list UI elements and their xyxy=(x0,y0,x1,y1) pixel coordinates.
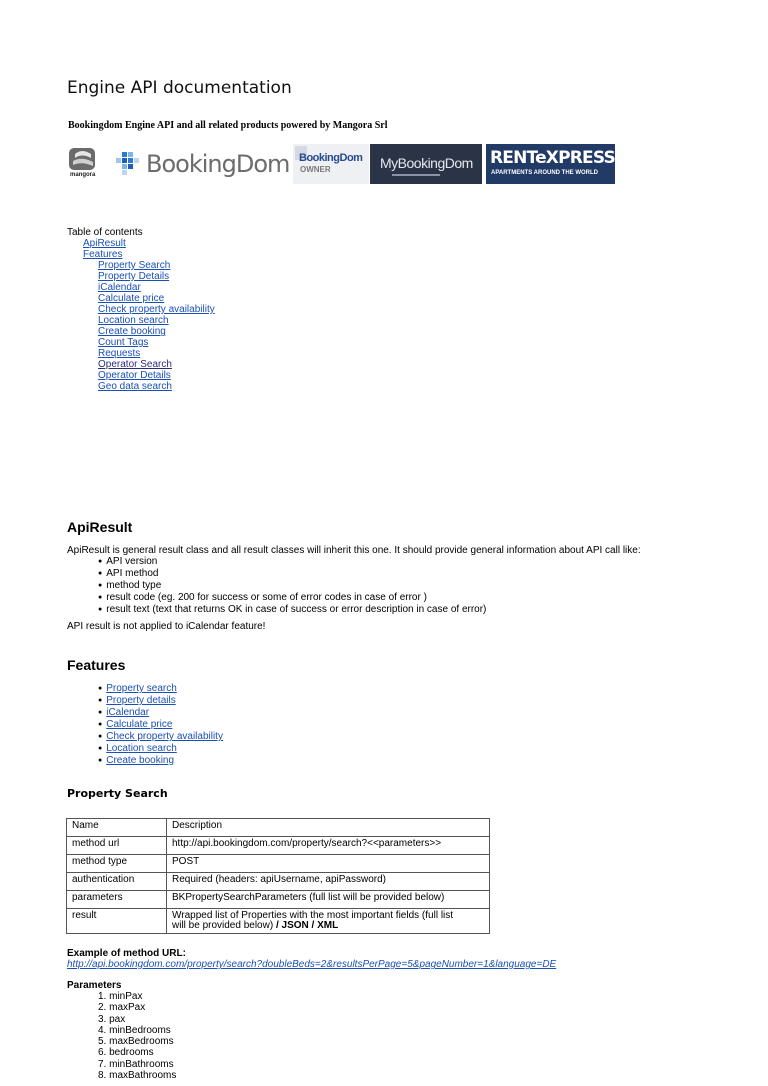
list-item xyxy=(98,731,223,743)
page-subtitle: Bookingdom Engine API and all related products powered by Mangora Srl xyxy=(68,120,388,131)
rentexpress-logo xyxy=(486,144,615,184)
list-item: 8. maxBathrooms xyxy=(98,1070,177,1082)
mangora-logo xyxy=(67,144,97,184)
apiresult-heading: ApiResult xyxy=(67,519,133,535)
list-item: ● result code (eg. 200 for success or some of error codes in case of error ) xyxy=(98,592,486,604)
toc-link-icalendar[interactable]: iCalendar xyxy=(98,282,141,293)
toc-link-check-availability[interactable]: Check property availability xyxy=(98,304,215,315)
bookingdom-dots-icon xyxy=(114,144,142,184)
rentexpress-tagline: APARTMENTS AROUND THE WORLD xyxy=(491,170,598,176)
feature-link-location-search[interactable]: Location search xyxy=(106,743,177,754)
list-item: 6. bedrooms xyxy=(98,1047,154,1059)
list-item xyxy=(98,695,223,707)
toc-heading: Table of contents xyxy=(67,227,143,238)
toc-link-apiresult[interactable]: ApiResult xyxy=(83,238,126,249)
list-item: ● API version xyxy=(98,556,486,568)
feature-link-create-booking[interactable]: Create booking xyxy=(106,755,175,766)
parameters-label: Parameters xyxy=(67,980,122,991)
list-item: ● method type xyxy=(98,580,486,592)
apiresult-intro: ApiResult is general result class and all result classes will inherit this one. It should provide general information about API call like: xyxy=(67,545,641,556)
property-search-heading: Property Search xyxy=(67,787,168,800)
list-item: 3. pax xyxy=(98,1013,126,1025)
table-cell: parameters xyxy=(67,891,167,909)
logo-strip xyxy=(67,144,615,184)
toc-link-property-details[interactable]: Property Details xyxy=(98,271,170,282)
list-item xyxy=(98,683,223,695)
feature-link-check-availability[interactable]: Check property availability xyxy=(106,731,223,742)
result-description: Wrapped list of Properties with the most important fields (full list will be provided below) xyxy=(172,910,454,931)
table-cell: result xyxy=(67,909,167,934)
feature-link-property-details[interactable]: Property details xyxy=(106,695,176,706)
example-url-link[interactable]: http://api.bookingdom.com/property/search?doubleBeds=2&resultsPerPage=5&pageNumber=1&language=DE xyxy=(67,959,557,970)
owner-logo-bottom-text: OWNER xyxy=(300,165,331,174)
owner-logo-background xyxy=(293,144,369,184)
table-row xyxy=(67,891,490,909)
table-cell: authentication xyxy=(67,873,167,891)
rentexpress-wordmark: RENTeXPRESS xyxy=(490,148,615,168)
list-item: 4. minBedrooms xyxy=(98,1024,171,1036)
list-item xyxy=(98,755,223,767)
table-row xyxy=(67,855,490,873)
table-row xyxy=(67,909,490,934)
toc-link-geo-data-search[interactable]: Geo data search xyxy=(98,381,172,392)
list-item: 2. maxPax xyxy=(98,1002,146,1014)
toc-link-features[interactable]: Features xyxy=(83,249,123,260)
feature-link-icalendar[interactable]: iCalendar xyxy=(106,707,150,718)
mybookingdom-underline-decoration xyxy=(370,144,482,184)
table-row xyxy=(67,837,490,855)
page-title: Engine API documentation xyxy=(67,78,292,98)
list-item: 7. minBathrooms xyxy=(98,1058,174,1070)
toc-link-location-search[interactable]: Location search xyxy=(98,315,169,326)
toc-link-property-search[interactable]: Property Search xyxy=(98,260,171,271)
mybookingdom-logo xyxy=(370,144,482,184)
parameters-list xyxy=(98,991,176,1081)
toc-link-count-tags[interactable]: Count Tags xyxy=(98,337,149,348)
apiresult-note: API result is not applied to iCalendar feature! xyxy=(67,621,266,632)
mangora-emblem-icon xyxy=(67,144,97,184)
bookingdom-wordmark: BookingDom xyxy=(146,150,290,178)
toc-link-requests[interactable]: Requests xyxy=(98,348,141,359)
list-item xyxy=(98,719,223,731)
toc-link-operator-search[interactable]: Operator Search xyxy=(98,359,172,370)
list-item xyxy=(98,743,223,755)
bookingdom-logo xyxy=(114,144,290,184)
example-url-label: Example of method URL: xyxy=(67,948,186,959)
toc-link-operator-details[interactable]: Operator Details xyxy=(98,370,171,381)
table-header-cell: Description xyxy=(167,819,490,837)
feature-link-property-search[interactable]: Property search xyxy=(106,683,177,694)
table-cell-result xyxy=(167,909,490,934)
mybookingdom-wordmark: MyBookingDom xyxy=(380,155,473,171)
features-link-list xyxy=(98,683,223,767)
table-of-contents xyxy=(67,227,215,392)
feature-link-calculate-price[interactable]: Calculate price xyxy=(106,719,173,730)
list-item: 5. maxBedrooms xyxy=(98,1036,174,1048)
toc-link-calculate-price[interactable]: Calculate price xyxy=(98,293,165,304)
mangora-wordmark: mangora xyxy=(70,172,96,178)
table-cell: BKPropertySearchParameters (full list will be provided below) xyxy=(167,891,490,909)
table-cell: POST xyxy=(167,855,490,873)
result-formats: / JSON / XML xyxy=(275,920,339,931)
list-item xyxy=(98,707,223,719)
table-header-cell: Name xyxy=(67,819,167,837)
property-search-table xyxy=(66,818,490,934)
list-item: ● API method xyxy=(98,568,486,580)
list-item: 1. minPax xyxy=(98,991,143,1002)
features-heading: Features xyxy=(67,657,126,673)
table-header-row xyxy=(67,819,490,837)
table-row xyxy=(67,873,490,891)
table-cell: method url xyxy=(67,837,167,855)
owner-logo-top-text: BookingDom xyxy=(299,152,363,164)
table-cell: method type xyxy=(67,855,167,873)
table-cell: Required (headers: apiUsername, apiPassword) xyxy=(167,873,490,891)
table-cell: http://api.bookingdom.com/property/search?<<parameters>> xyxy=(167,837,490,855)
toc-link-create-booking[interactable]: Create booking xyxy=(98,326,166,337)
apiresult-bullet-list xyxy=(98,556,486,616)
bookingdom-owner-logo xyxy=(293,144,369,184)
list-item: ● result text (text that returns OK in case of success or error description in case of error) xyxy=(98,604,486,616)
